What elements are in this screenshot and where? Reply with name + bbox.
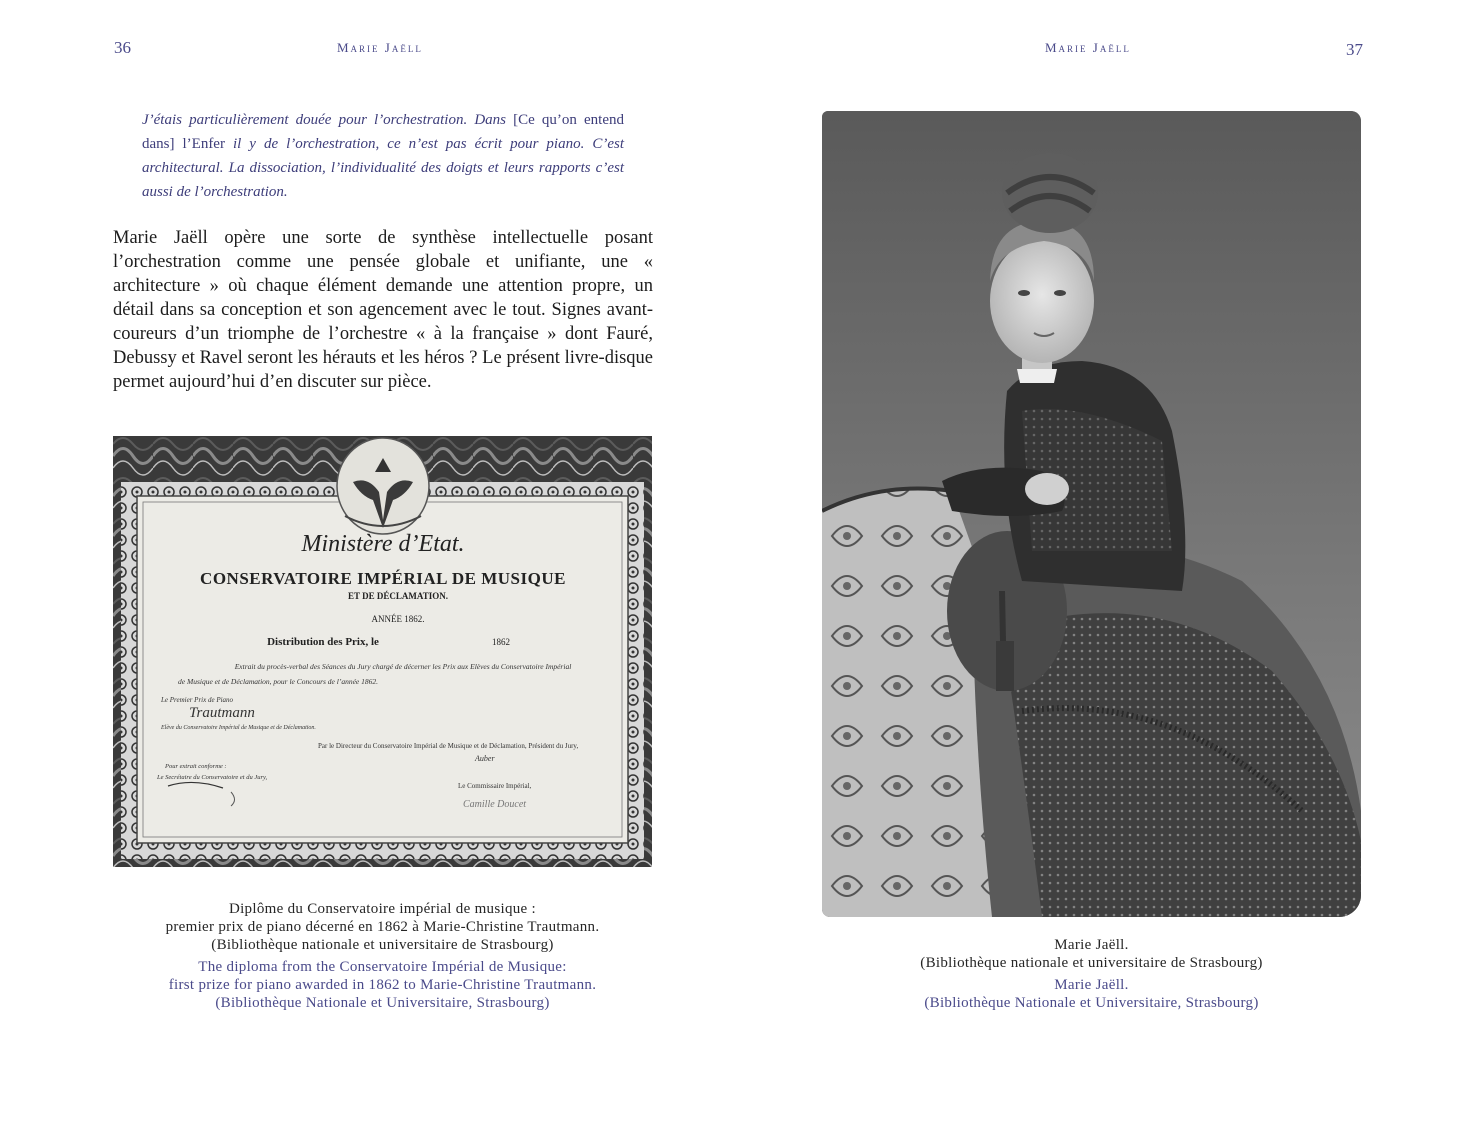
caption-en-line: Marie Jaëll. [1054, 977, 1129, 993]
body-paragraph: Marie Jaëll opère une sorte de synthèse intellectuelle posant l’orchestration comme une pensée globale et unifiante, une « architecture » où chaque élément demande une attention propre, un détail dans sa conception et son agencement avec le tout. Signes avant-coureurs d’un triomphe de l’orchestre « à la française » dont Fauré, Debussy et Ravel seront les hérauts et les héros ? Le présent livre-disque permet aujourd’hui d’en discuter sur pièce. [113, 228, 653, 392]
quote-part-1: J’étais particulièrement douée pour l’orchestration. Dans [142, 112, 514, 128]
diploma-signed-by: Par le Directeur du Conservatoire Impérial de Musique et de Déclamation, Président du Jury, [318, 742, 579, 750]
diploma-commissioner: Le Commissaire Impérial, [458, 782, 532, 790]
diploma-signature: Camille Doucet [463, 799, 527, 810]
diploma-caption [113, 900, 652, 1012]
caption-en-line: (Bibliothèque Nationale et Universitaire, Strasbourg) [215, 995, 550, 1011]
italic-quote [142, 108, 624, 204]
diploma-image [113, 436, 652, 867]
page-number-left: 36 [114, 38, 131, 57]
caption-fr-line: Marie Jaëll. [1054, 937, 1129, 953]
quote-part-2: [Ce qu’on entend dans] l’Enfer [142, 112, 624, 152]
caption-en-line: (Bibliothèque Nationale et Universitaire, Strasbourg) [924, 995, 1259, 1011]
diploma-year: ANNÉE 1862. [371, 614, 425, 624]
diploma-secretary: Le Secrétaire du Conservatoire et du Jury, [157, 774, 268, 781]
diploma-extract-1: Extrait du procès-verbal des Séances du Jury chargé de décerner les Prix aux Elèves du Conservatoire Impérial [234, 662, 572, 671]
caption-en-line: The diploma from the Conservatoire Impérial de Musique: [198, 959, 567, 975]
caption-fr-line: (Bibliothèque nationale et universitaire de Strasbourg) [211, 937, 554, 953]
page-number-right: 37 [1346, 40, 1363, 59]
caption-fr-line: (Bibliothèque nationale et universitaire de Strasbourg) [920, 955, 1263, 971]
diploma-certified: Pour extrait conforme : [165, 763, 227, 770]
diploma-distribution-year: 1862 [492, 637, 510, 647]
diploma-header: Ministère d’Etat. [301, 531, 465, 557]
caption-fr-line: premier prix de piano décerné en 1862 à Marie-Christine Trautmann. [165, 919, 600, 935]
caption-fr-line: Diplôme du Conservatoire impérial de musique : [228, 901, 537, 917]
portrait-caption [822, 936, 1361, 1012]
diploma-award-name: Trautmann [189, 705, 255, 721]
caption-en-line: first prize for piano awarded in 1862 to Marie-Christine Trautmann. [168, 977, 597, 993]
running-head-left: Marie Jaëll [337, 40, 423, 55]
quote-part-3: il y de l’orchestration, ce n’est pas écrit pour piano. C’est architectural. La dissociation, l’individualité des doigts et leurs rapports c’est aussi de l’orchestration. [142, 136, 624, 200]
running-head-right: Marie Jaëll [1045, 40, 1131, 55]
diploma-award-2: Elève du Conservatoire Impérial de Musique et de Déclamation. [161, 725, 316, 731]
portrait-photo [822, 111, 1361, 917]
diploma-award-1: Le Premier Prix de Piano [161, 696, 234, 704]
diploma-distribution: Distribution des Prix, le [267, 636, 379, 648]
diploma-director: Auber [475, 754, 495, 763]
diploma-subtitle: ET DE DÉCLAMATION. [348, 591, 448, 601]
diploma-title: CONSERVATOIRE IMPÉRIAL DE MUSIQUE [200, 569, 566, 588]
diploma-extract-2: de Musique et de Déclamation, pour le Concours de l’année 1862. [178, 677, 378, 686]
right-page [737, 0, 1474, 1145]
